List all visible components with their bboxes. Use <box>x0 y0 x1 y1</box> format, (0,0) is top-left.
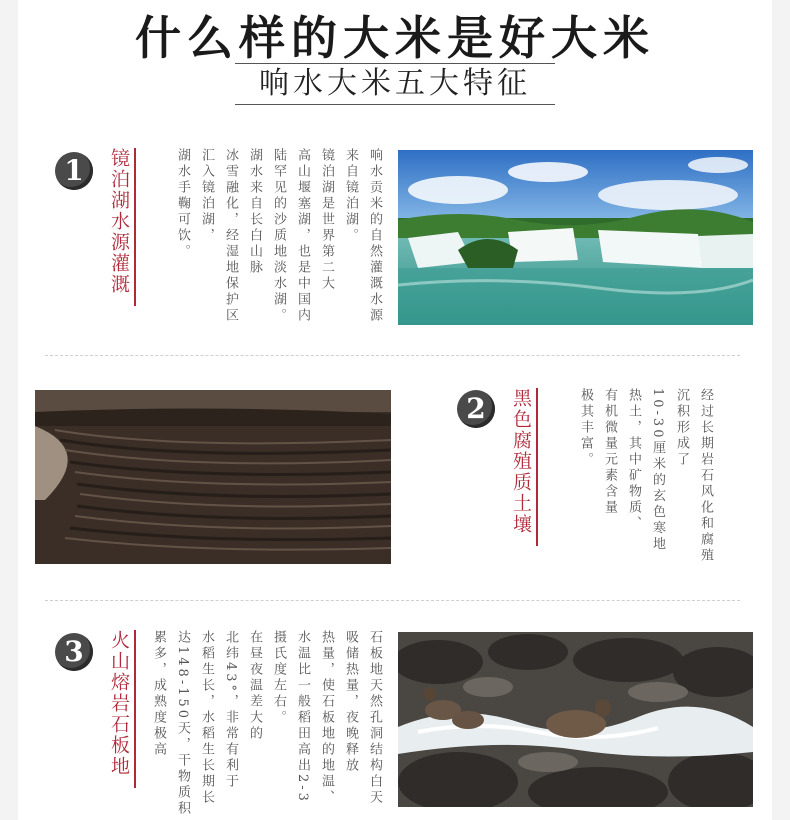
feature-1-text-column: 冰雪融化，经湿地保护区 <box>223 148 238 324</box>
feature-1-text-column: 陆罕见的沙质地淡水湖。 <box>271 148 286 324</box>
feature-1-text-column: 响水贡米的自然灌溉水源 <box>367 148 382 324</box>
feature-1-text-column: 高山堰塞湖，也是中国内 <box>295 148 310 324</box>
feature-1-accent-bar <box>134 148 136 306</box>
feature-3-text-column: 达148-150天，干物质积 <box>175 630 190 818</box>
feature-2-text-column: 热土，其中矿物质、 <box>626 388 641 532</box>
feature-3-text-column: 石板地天然孔洞结构白天 <box>367 630 382 806</box>
subtitle-frame <box>235 63 555 105</box>
feature-2-heading: 黑色腐殖质土壤 <box>510 388 532 535</box>
feature-3-text-column: 北纬43°，非常有利于 <box>223 630 238 791</box>
section-divider <box>45 600 740 601</box>
section-divider <box>45 355 740 356</box>
feature-2-text-column: 经过长期岩石风化和腐殖 <box>698 388 713 564</box>
feature-3-text-column: 摄氏度左右。 <box>271 630 286 726</box>
feature-3-number-badge: 3 <box>55 633 93 671</box>
feature-2-text-column: 有机微量元素含量 <box>602 388 617 516</box>
page-title: 什么样的大米是好大米 <box>135 11 655 65</box>
feature-1-text-column: 来自镜泊湖。 <box>343 148 358 244</box>
feature-3-heading: 火山熔岩石板地 <box>108 630 130 777</box>
feature-3-text-column: 累多，成熟度极高 <box>151 630 166 758</box>
feature-1-number-badge: 1 <box>55 152 93 190</box>
waterfall-lake-photo <box>398 150 753 325</box>
feature-2-number-badge: 2 <box>457 390 495 428</box>
feature-1-text-column: 湖水手鞠可饮。 <box>175 148 190 260</box>
feature-2-text-column: 沉积形成了 <box>674 388 689 468</box>
feature-1-heading: 镜泊湖水源灌溉 <box>108 148 130 295</box>
ducks-lava-stream-photo <box>398 632 753 807</box>
feature-2-accent-bar <box>536 388 538 546</box>
feature-3-text-column: 水温比一般稻田高出2-3 <box>295 630 310 804</box>
feature-2-text-column: 10-30厘米的玄色寒地 <box>650 388 665 553</box>
feature-1-text-column: 汇入镜泊湖， <box>199 148 214 244</box>
black-soil-field-photo <box>35 390 391 564</box>
feature-3-text-column: 吸储热量，夜晚释放 <box>343 630 358 774</box>
page-subtitle: 响水大米五大特征 <box>259 66 531 101</box>
feature-3-accent-bar <box>134 630 136 788</box>
feature-1-text-column: 镜泊湖是世界第二大 <box>319 148 334 292</box>
feature-1-text-column: 湖水来自长白山脉 <box>247 148 262 276</box>
feature-3-text-column: 热量，使石板地的地温、 <box>319 630 334 806</box>
feature-3-text-column: 在昼夜温差大的 <box>247 630 262 742</box>
feature-3-text-column: 水稻生长，水稻生长期长 <box>199 630 214 806</box>
feature-2-text-column: 极其丰富。 <box>578 388 593 468</box>
